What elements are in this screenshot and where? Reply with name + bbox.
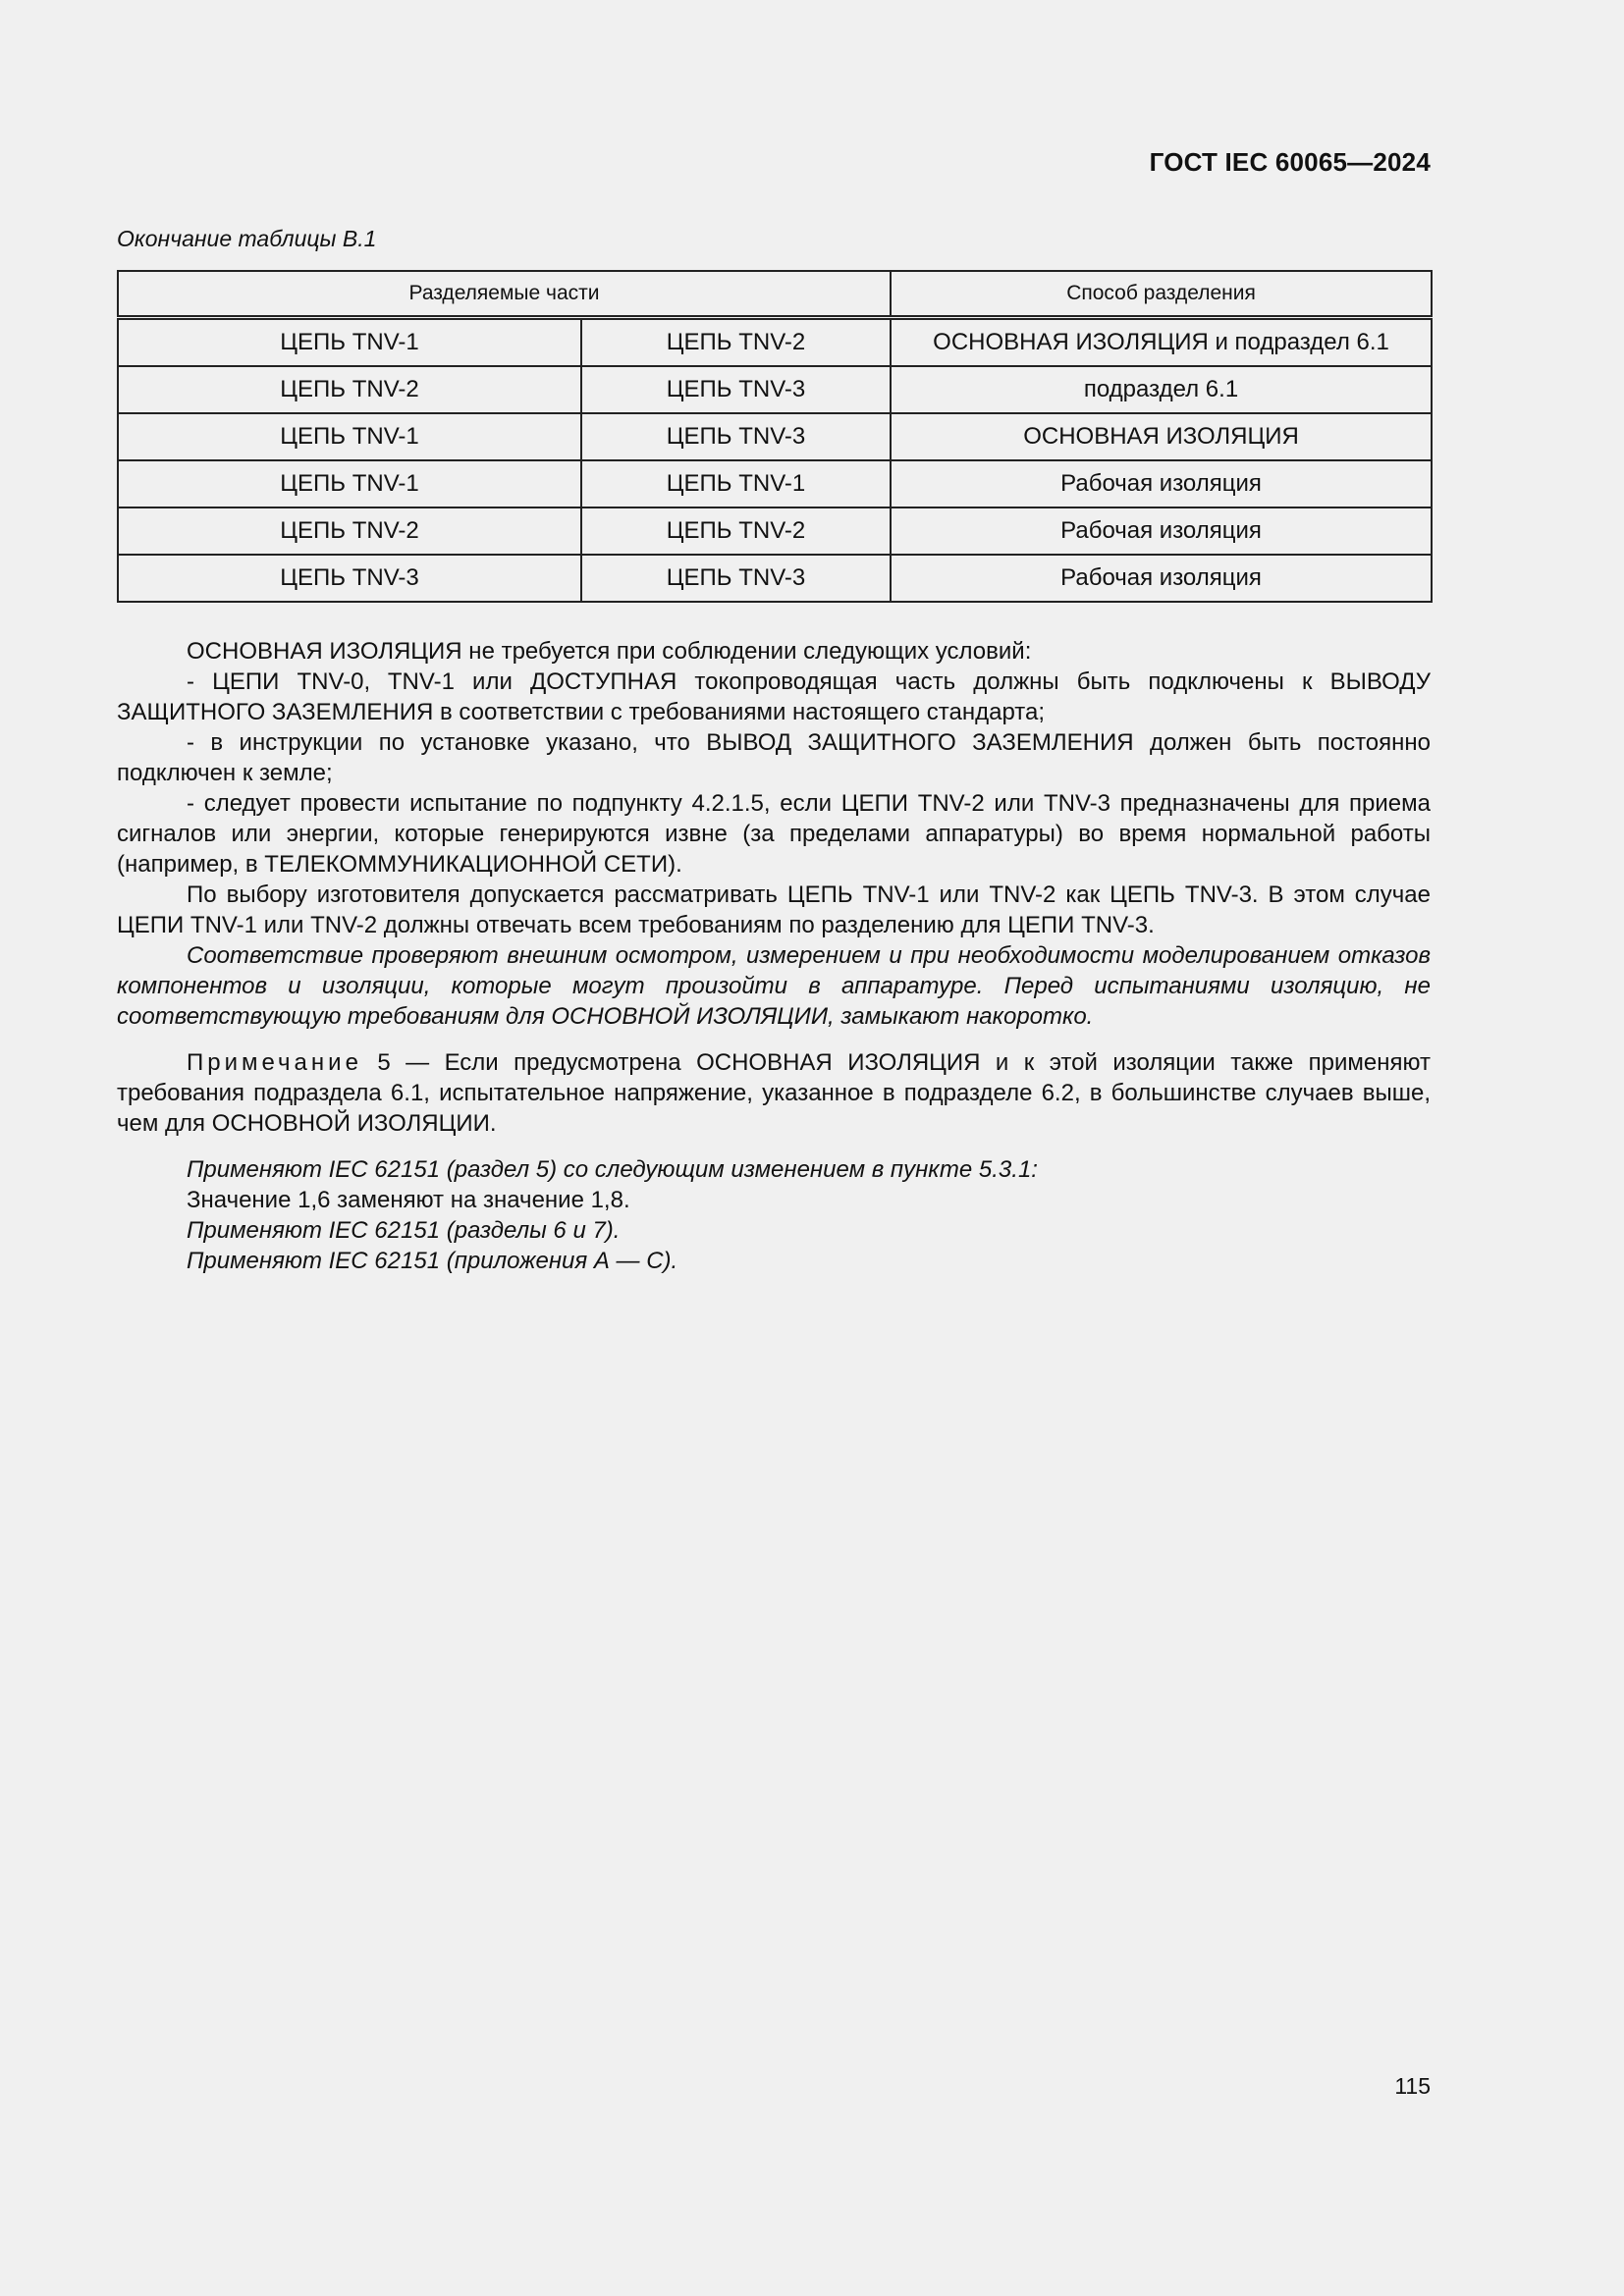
cell-part-a: ЦЕПЬ TNV-1 (118, 413, 581, 460)
note-label: Примечание (187, 1049, 362, 1076)
page-number: 115 (1394, 2073, 1431, 2099)
paragraph: Значение 1,6 заменяют на значение 1,8. (187, 1187, 630, 1213)
note-text: 5 — Если предусмотрена ОСНОВНАЯ ИЗОЛЯЦИЯ и к этой изоляции также применяют требования подраздела 6.1, испытательное напряжение, указанное в подразделе 6.2, в большинстве случаев выше, чем для ОСНОВНОЙ ИЗОЛЯЦИИ. (117, 1049, 1431, 1137)
paragraph: Применяют IEC 62151 (приложения А — С). (187, 1248, 678, 1274)
cell-part-a: ЦЕПЬ TNV-1 (118, 460, 581, 507)
cell-method: Рабочая изоляция (891, 555, 1432, 602)
table-header-row (118, 271, 1432, 318)
table-row (118, 555, 1432, 602)
table-row (118, 318, 1432, 367)
body-text (117, 636, 1431, 1276)
cell-method: ОСНОВНАЯ ИЗОЛЯЦИЯ (891, 413, 1432, 460)
paragraph: Применяют IEC 62151 (раздел 5) со следующим изменением в пункте 5.3.1: (187, 1156, 1038, 1183)
cell-method: Рабочая изоляция (891, 460, 1432, 507)
table-row (118, 413, 1432, 460)
paragraph: ОСНОВНАЯ ИЗОЛЯЦИЯ не требуется при соблюдении следующих условий: (187, 638, 1032, 665)
compliance-paragraph: Соответствие проверяют внешним осмотром, измерением и при необходимости моделированием отказов компонентов и изоляции, которые могут произойти в аппаратуре. Перед испытаниями изоляцию, не соответствующую требованиям для ОСНОВНОЙ ИЗОЛЯЦИИ, замыкают накоротко. (117, 942, 1431, 1030)
table-row (118, 460, 1432, 507)
separation-table (117, 270, 1433, 603)
paragraph: По выбору изготовителя допускается рассматривать ЦЕПЬ TNV-1 или TNV-2 как ЦЕПЬ TNV-3. В этом случае ЦЕПИ TNV-1 или TNV-2 должны отвечать всем требованиям по разделению для ЦЕПИ TNV-3. (117, 881, 1431, 938)
cell-part-b: ЦЕПЬ TNV-2 (581, 507, 891, 555)
table-row (118, 366, 1432, 413)
cell-part-a: ЦЕПЬ TNV-2 (118, 507, 581, 555)
table-caption: Окончание таблицы В.1 (117, 226, 377, 251)
list-item: - в инструкции по установке указано, что ВЫВОД ЗАЩИТНОГО ЗАЗЕМЛЕНИЯ должен быть постоянно подключен к земле; (117, 729, 1431, 786)
table-row (118, 507, 1432, 555)
header-separation-method: Способ разделения (891, 271, 1432, 318)
paragraph: Применяют IEC 62151 (разделы 6 и 7). (187, 1217, 621, 1244)
cell-part-b: ЦЕПЬ TNV-3 (581, 413, 891, 460)
cell-part-b: ЦЕПЬ TNV-3 (581, 555, 891, 602)
standard-header: ГОСТ IEC 60065—2024 (1149, 147, 1431, 177)
cell-part-a: ЦЕПЬ TNV-2 (118, 366, 581, 413)
cell-method: Рабочая изоляция (891, 507, 1432, 555)
cell-part-b: ЦЕПЬ TNV-2 (581, 318, 891, 367)
cell-method: ОСНОВНАЯ ИЗОЛЯЦИЯ и подраздел 6.1 (891, 318, 1432, 367)
note-paragraph (117, 1047, 1431, 1139)
cell-part-a: ЦЕПЬ TNV-1 (118, 318, 581, 367)
cell-method: подраздел 6.1 (891, 366, 1432, 413)
header-separated-parts: Разделяемые части (118, 271, 891, 318)
cell-part-a: ЦЕПЬ TNV-3 (118, 555, 581, 602)
cell-part-b: ЦЕПЬ TNV-1 (581, 460, 891, 507)
list-item: - ЦЕПИ TNV-0, TNV-1 или ДОСТУПНАЯ токопроводящая часть должны быть подключены к ВЫВОДУ ЗАЩИТНОГО ЗАЗЕМЛЕНИЯ в соответствии с требованиями настоящего стандарта; (117, 668, 1431, 725)
list-item: - следует провести испытание по подпункту 4.2.1.5, если ЦЕПИ TNV-2 или TNV-3 предназначены для приема сигналов или энергии, которые генерируются извне (за пределами аппаратуры) во время нормальной работы (например, в ТЕЛЕКОММУНИКАЦИОННОЙ СЕТИ). (117, 790, 1431, 878)
cell-part-b: ЦЕПЬ TNV-3 (581, 366, 891, 413)
